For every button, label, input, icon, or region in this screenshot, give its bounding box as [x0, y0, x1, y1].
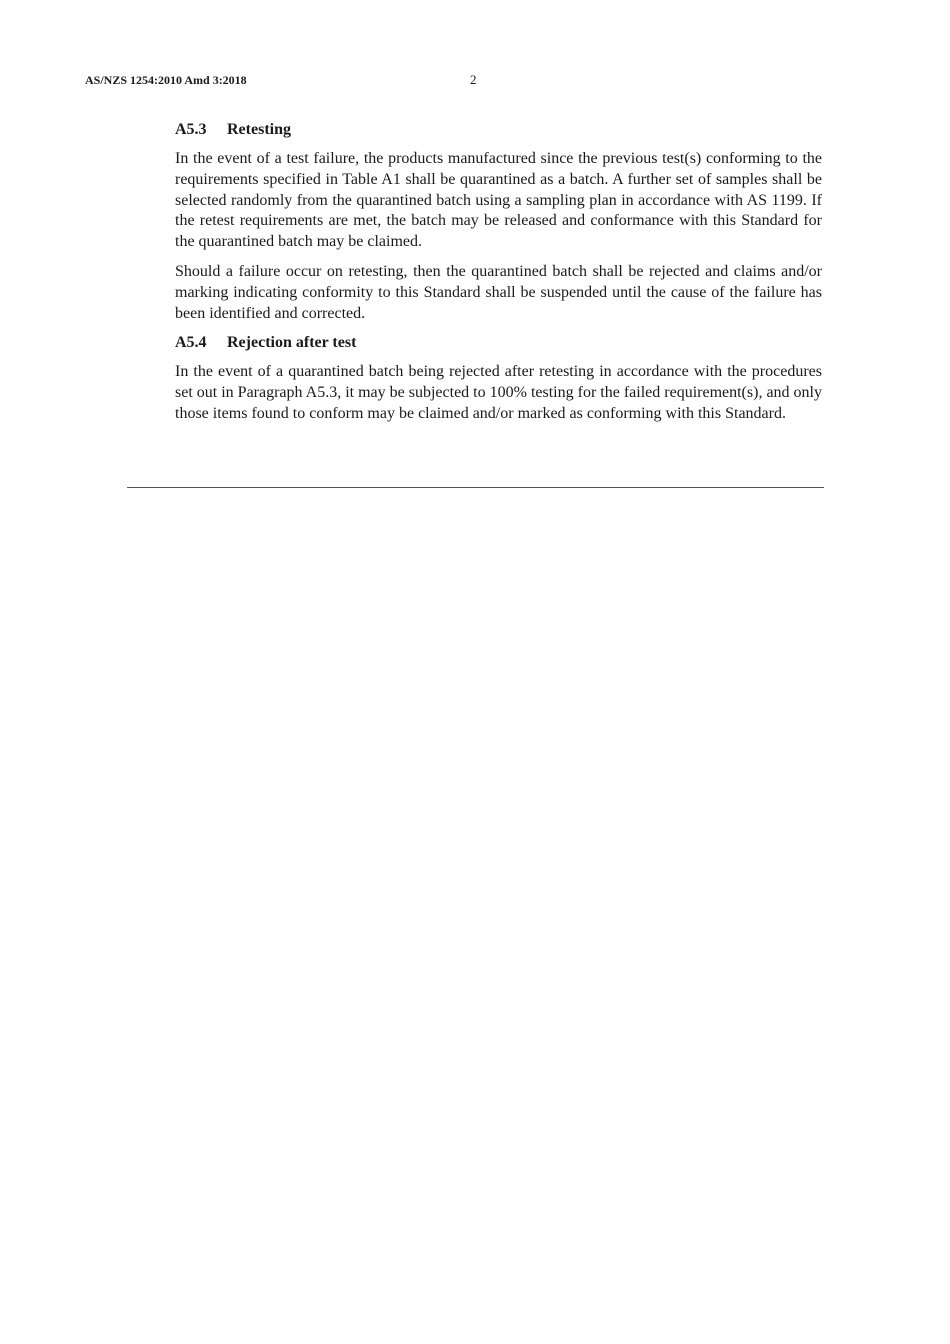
clause-title: Rejection after test — [227, 334, 357, 352]
paragraph: In the event of a test failure, the products manufactured since the previous test(s) conforming to the requirements specified in Table A1 shall be quarantined as a batch. A further set of samples shall be selected randomly from the quarantined batch using a sampling plan in accordance with AS 1199. If the retest requirements are met, the batch may be released and conformance with this Standard for the quarantined batch may be claimed. — [175, 150, 822, 251]
clause-heading — [175, 120, 822, 140]
clause-a5-4 — [175, 333, 822, 424]
clause-a5-3 — [175, 120, 822, 324]
document-body — [175, 120, 822, 434]
end-divider — [127, 487, 824, 488]
clause-heading — [175, 333, 822, 353]
clause-title: Retesting — [227, 121, 291, 138]
document-identifier: AS/NZS 1254:2010 Amd 3:2018 — [85, 73, 247, 87]
page-number: 2 — [470, 72, 477, 87]
paragraph: Should a failure occur on retesting, then the quarantined batch shall be rejected and claims and/or marking indicating conformity to this Standard shall be suspended until the cause of the failure has been identified and corrected. — [175, 262, 822, 322]
clause-number: A5.4 — [175, 334, 207, 352]
clause-number: A5.3 — [175, 121, 207, 138]
paragraph: In the event of a quarantined batch being rejected after retesting in accordance with the procedures set out in Paragraph A5.3, it may be subjected to 100% testing for the failed requirement(s), and only those items found to conform may be claimed and/or marked as conforming with this Standard. — [175, 363, 822, 422]
